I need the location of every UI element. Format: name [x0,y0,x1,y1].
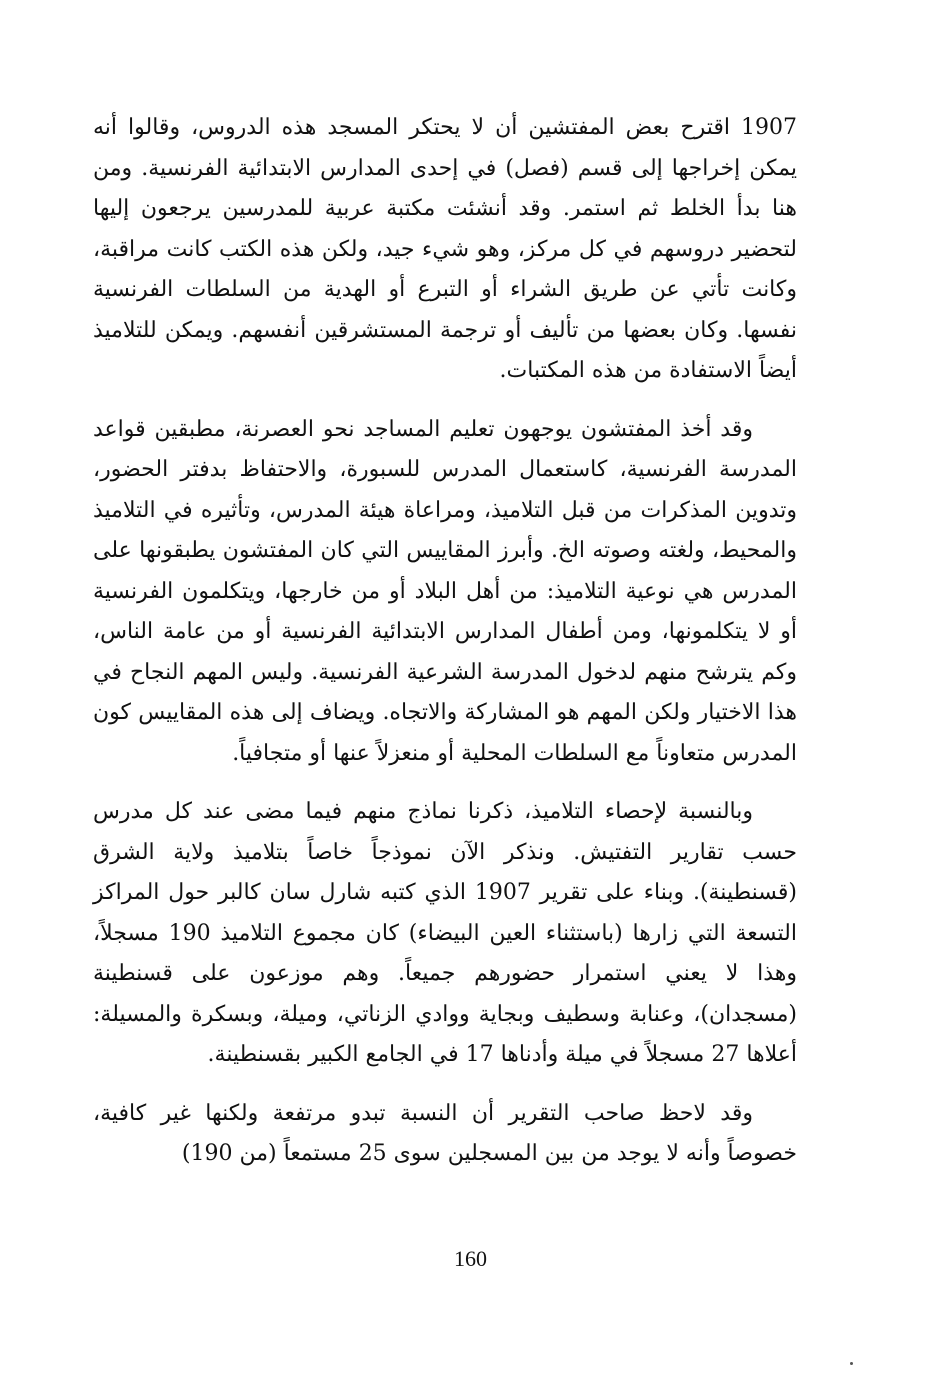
page-number: 160 [454,1246,487,1271]
paragraph-1: 1907 اقترح بعض المفتشين أن لا يحتكر المسجد هذه الدروس، وقالوا أنه يمكن إخراجها إلى قسم (فصل) في إحدى المدارس الابتدائية الفرنسية. ومن هنا بدأ الخلط ثم استمر. وقد أنشئت مكتبة عربية للمدرسين يرجعون إليها لتحضير دروسهم في كل مركز، وهو شيء جيد، ولكن هذه الكتب كانت مراقبة، وكانت تأتي عن طريق الشراء أو التبرع أو الهدية من السلطات الفرنسية نفسها. وكان بعضها من تأليف أو ترجمة المستشرقين أنفسهم. ويمكن للتلاميذ أيضاً الاستفادة من هذه المكتبات. [93,115,797,383]
scan-speck [850,1362,853,1365]
paragraph-2: وقد أخذ المفتشون يوجهون تعليم المساجد نحو العصرنة، مطبقين قواعد المدرسة الفرنسية، كاستعمال المدرس للسبورة، والاحتفاظ بدفتر الحضور، وتدوين المذكرات من قبل التلاميذ، ومراعاة هيئة المدرس، وتأثيره في التلاميذ والمحيط، ولغته وصوته الخ. وأبرز المقاييس التي كان المفتشون يطبقونها على المدرس هي نوعية التلاميذ: من أهل البلاد أو من خارجها، ويتكلمون الفرنسية أو لا يتكلمونها، ومن أطفال المدارس الابتدائية الفرنسية أو من عامة الناس، وكم يترشح منهم لدخول المدرسة الشرعية الفرنسية. وليس المهم النجاح في هذا الاختيار ولكن المهم هو المشاركة والاتجاه. ويضاف إلى هذه المقاييس كون المدرس متعاوناً مع السلطات المحلية أو منعزلاً عنها أو متجافياً. [93,416,797,766]
paragraph-4: وقد لاحظ صاحب التقرير أن النسبة تبدو مرتفعة ولكنها غير كافية، خصوصاً وأنه لا يوجد من بين المسجلين سوى 25 مستمعاً (من 190) [93,1100,797,1166]
paragraph-3: وبالنسبة لإحصاء التلاميذ، ذكرنا نماذج منهم فيما مضى عند كل مدرس حسب تقارير التفتيش. ونذكر الآن نموذجاً خاصاً بتلاميذ ولاية الشرق (قسنطينة). وبناء على تقرير 1907 الذي كتبه شارل سان كالبر حول المراكز التسعة التي زارها (باستثناء العين البيضاء) كان مجموع التلاميذ 190 مسجلاً، وهذا لا يعني استمرار حضورهم جميعاً. وهم موزعون على قسنطينة (مسجدان)، وعنابة وسطيف وبجاية ووادي الزناتي، وميلة، وبسكرة والمسيلة: أعلاها 27 مسجلاً في ميلة وأدناها 17 في الجامع الكبير بقسنطينة. [93,799,797,1067]
body-text [93,108,797,1193]
